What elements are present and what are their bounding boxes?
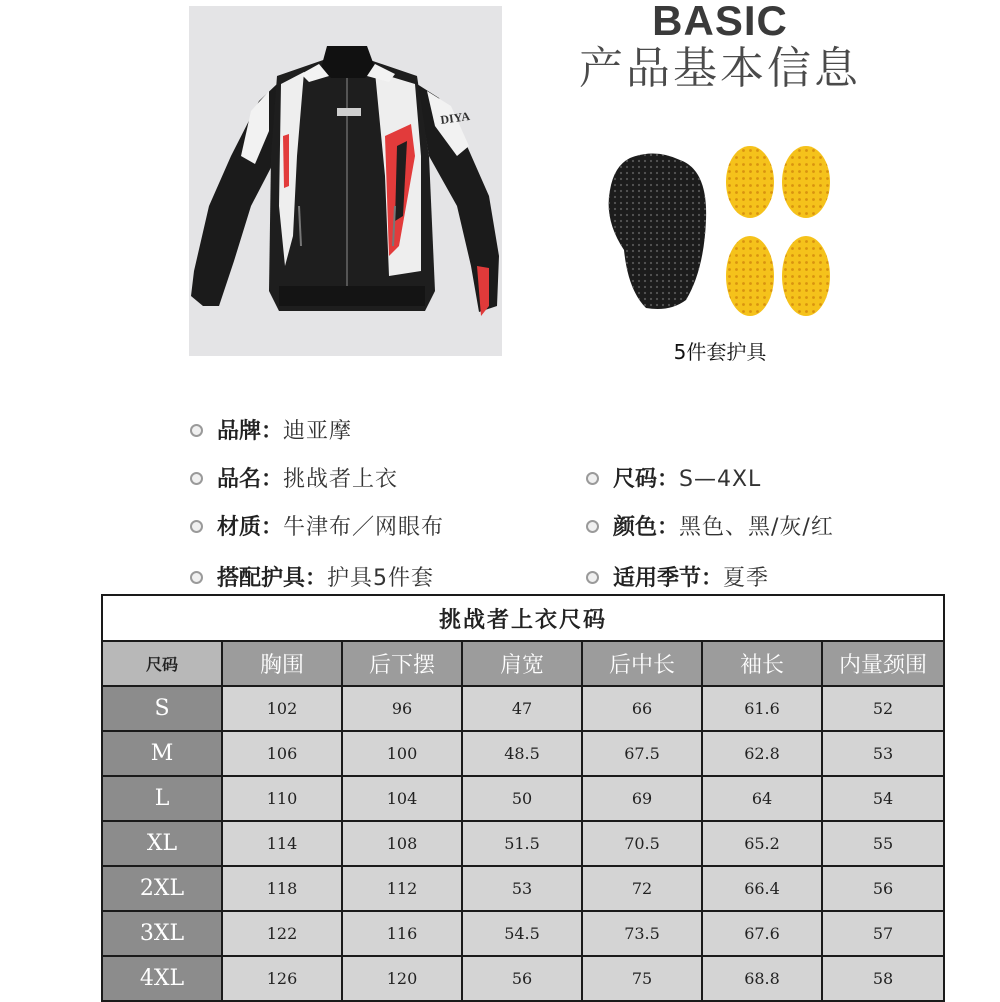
table-row <box>102 821 944 866</box>
info-label: 颜色： <box>613 515 680 540</box>
info-label: 品牌： <box>217 419 284 444</box>
table-cell: 48.5 <box>462 731 582 776</box>
table-cell: 70.5 <box>582 821 702 866</box>
table-title: 挑战者上衣尺码 <box>102 595 944 641</box>
jacket-illustration <box>189 6 502 356</box>
info-label: 材质： <box>217 515 284 540</box>
size-cell: 4XL <box>102 956 222 1001</box>
shoulder-protector-left <box>726 146 774 218</box>
table-cell: 110 <box>222 776 342 821</box>
size-cell: S <box>102 686 222 731</box>
bullet-icon <box>190 571 203 584</box>
table-cell: 126 <box>222 956 342 1001</box>
column-header: 内量颈围 <box>822 641 944 686</box>
table-row <box>102 776 944 821</box>
back-protector <box>609 153 707 309</box>
table-cell: 64 <box>702 776 822 821</box>
table-cell: 53 <box>822 731 944 776</box>
column-header: 袖长 <box>702 641 822 686</box>
bullet-icon <box>190 424 203 437</box>
column-header: 后中长 <box>582 641 702 686</box>
table-cell: 116 <box>342 911 462 956</box>
column-header: 肩宽 <box>462 641 582 686</box>
table-row <box>102 686 944 731</box>
table-cell: 50 <box>462 776 582 821</box>
table-cell: 66.4 <box>702 866 822 911</box>
info-color <box>586 510 834 541</box>
table-cell: 68.8 <box>702 956 822 1001</box>
info-protective-gear <box>190 561 434 592</box>
section-heading-cn: 产品基本信息 <box>579 43 861 94</box>
size-cell: L <box>102 776 222 821</box>
size-cell: XL <box>102 821 222 866</box>
size-cell: 3XL <box>102 911 222 956</box>
info-label: 搭配护具： <box>217 566 328 591</box>
table-cell: 120 <box>342 956 462 1001</box>
table-cell: 67.5 <box>582 731 702 776</box>
table-cell: 106 <box>222 731 342 776</box>
info-value: 夏季 <box>723 566 770 591</box>
table-cell: 122 <box>222 911 342 956</box>
table-cell: 51.5 <box>462 821 582 866</box>
column-header: 胸围 <box>222 641 342 686</box>
info-value: 挑战者上衣 <box>283 467 399 492</box>
info-season <box>586 561 769 592</box>
table-cell: 102 <box>222 686 342 731</box>
protector-set-image <box>600 140 840 320</box>
table-cell: 104 <box>342 776 462 821</box>
bullet-icon <box>586 571 599 584</box>
table-cell: 72 <box>582 866 702 911</box>
table-cell: 57 <box>822 911 944 956</box>
table-row <box>102 911 944 956</box>
table-cell: 62.8 <box>702 731 822 776</box>
table-title-row <box>102 595 944 641</box>
table-cell: 73.5 <box>582 911 702 956</box>
info-label: 品名： <box>217 467 284 492</box>
table-cell: 56 <box>462 956 582 1001</box>
table-cell: 47 <box>462 686 582 731</box>
info-value: 牛津布／网眼布 <box>283 515 445 540</box>
table-cell: 112 <box>342 866 462 911</box>
protector-caption: 5件套护具 <box>673 340 767 364</box>
table-cell: 54 <box>822 776 944 821</box>
table-cell: 55 <box>822 821 944 866</box>
table-cell: 61.6 <box>702 686 822 731</box>
table-cell: 114 <box>222 821 342 866</box>
table-cell: 56 <box>822 866 944 911</box>
table-cell: 96 <box>342 686 462 731</box>
shoulder-protector-right <box>782 146 830 218</box>
info-value: 黑色、黑/灰/红 <box>679 515 834 540</box>
table-cell: 58 <box>822 956 944 1001</box>
info-label: 适用季节： <box>613 566 724 591</box>
table-cell: 118 <box>222 866 342 911</box>
info-value: S—4XL <box>679 467 762 492</box>
section-heading-en: BASIC <box>652 0 788 44</box>
table-cell: 65.2 <box>702 821 822 866</box>
info-material <box>190 510 444 541</box>
table-row <box>102 956 944 1001</box>
size-cell: M <box>102 731 222 776</box>
info-size-range <box>586 462 761 493</box>
table-cell: 108 <box>342 821 462 866</box>
bullet-icon <box>586 472 599 485</box>
info-value: 护具5件套 <box>327 566 435 591</box>
table-cell: 54.5 <box>462 911 582 956</box>
size-chart-table <box>101 594 945 1002</box>
column-header: 尺码 <box>102 641 222 686</box>
table-cell: 75 <box>582 956 702 1001</box>
table-cell: 69 <box>582 776 702 821</box>
bullet-icon <box>190 520 203 533</box>
table-row <box>102 866 944 911</box>
info-label: 尺码： <box>613 467 680 492</box>
info-product-name <box>190 462 398 493</box>
table-row <box>102 731 944 776</box>
table-cell: 52 <box>822 686 944 731</box>
size-cell: 2XL <box>102 866 222 911</box>
jacket-photo <box>189 6 502 356</box>
table-cell: 67.6 <box>702 911 822 956</box>
table-cell: 53 <box>462 866 582 911</box>
column-header: 后下摆 <box>342 641 462 686</box>
jacket-brand-print: DIYA <box>439 108 471 127</box>
elbow-protector-left <box>726 236 774 316</box>
table-cell: 100 <box>342 731 462 776</box>
bullet-icon <box>190 472 203 485</box>
info-brand <box>190 414 352 445</box>
table-header-row <box>102 641 944 686</box>
elbow-protector-right <box>782 236 830 316</box>
bullet-icon <box>586 520 599 533</box>
info-value: 迪亚摩 <box>283 419 353 444</box>
table-cell: 66 <box>582 686 702 731</box>
